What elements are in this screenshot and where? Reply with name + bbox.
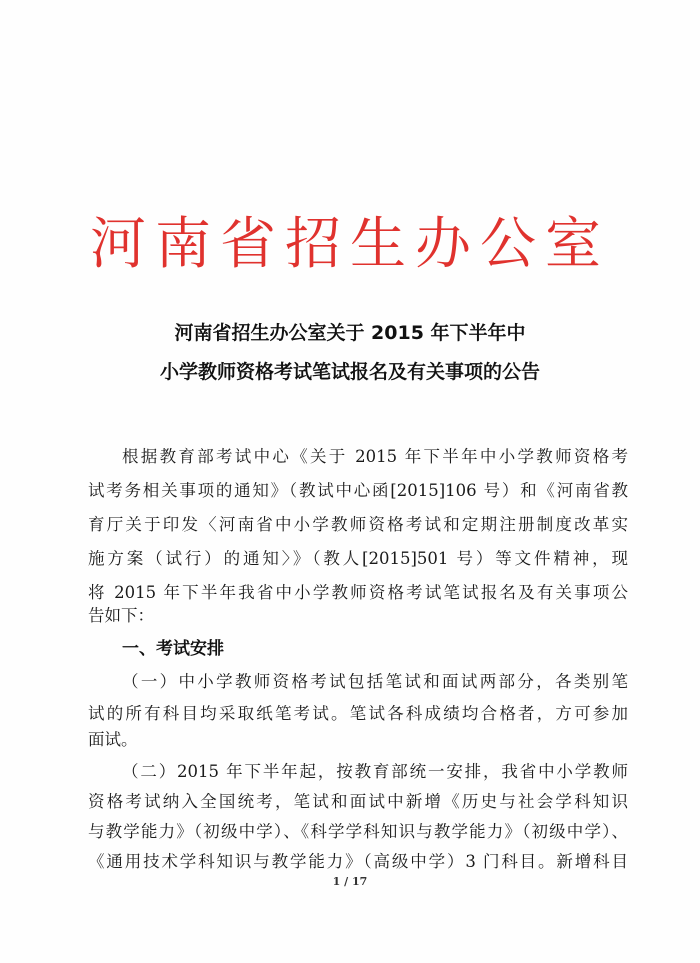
document-title-line-2: 小学教师资格考试笔试报名及有关事项的公告 — [159, 361, 540, 383]
paragraph-3-line-1: （二）2015 年下半年起，按教育部统一安排，我省中小学教师 — [122, 762, 628, 781]
paragraph-1-line-6: 告如下： — [88, 606, 154, 625]
paragraph-2-line-3: 面试。 — [88, 730, 138, 749]
paragraph-3-line-3: 与教学能力》（初级中学）、《科学学科知识与教学能力》（初级中学）、 — [88, 822, 628, 841]
paragraph-2-line-2: 试的所有科目均采取纸笔考试。笔试各科成绩均合格者，方可参加 — [88, 704, 628, 723]
paragraph-1-line-5: 将 2015 年下半年我省中小学教师资格考试笔试报名及有关事项公 — [88, 583, 628, 602]
paragraph-1-line-1: 根据教育部考试中心《关于 2015 年下半年中小学教师资格考 — [122, 447, 628, 466]
page-number: 1 / 17 — [332, 875, 368, 888]
paragraph-1-line-4: 施方案（试行）的通知〉》（教人[2015]501 号）等文件精神，现 — [88, 549, 628, 568]
document-title-line-1: 河南省招生办公室关于 2015 年下半年中 — [174, 322, 526, 344]
section-heading-exam-arrangement: 一、考试安排 — [122, 639, 224, 659]
paragraph-1-line-3: 育厅关于印发〈河南省中小学教师资格考试和定期注册制度改革实 — [88, 515, 628, 534]
paragraph-2-line-1: （一）中小学教师资格考试包括笔试和面试两部分，各类别笔 — [122, 672, 628, 691]
paragraph-3-line-2: 资格考试纳入全国统考，笔试和面试中新增《历史与社会学科知识 — [88, 792, 628, 811]
letterhead: 河南省招生办公室 — [90, 212, 610, 277]
paragraph-1-line-2: 试考务相关事项的通知》（教试中心函[2015]106 号）和《河南省教 — [88, 481, 628, 500]
paragraph-3-line-4: 《通用技术学科知识与教学能力》（高级中学）3 门科目。新增科目 — [88, 852, 628, 871]
